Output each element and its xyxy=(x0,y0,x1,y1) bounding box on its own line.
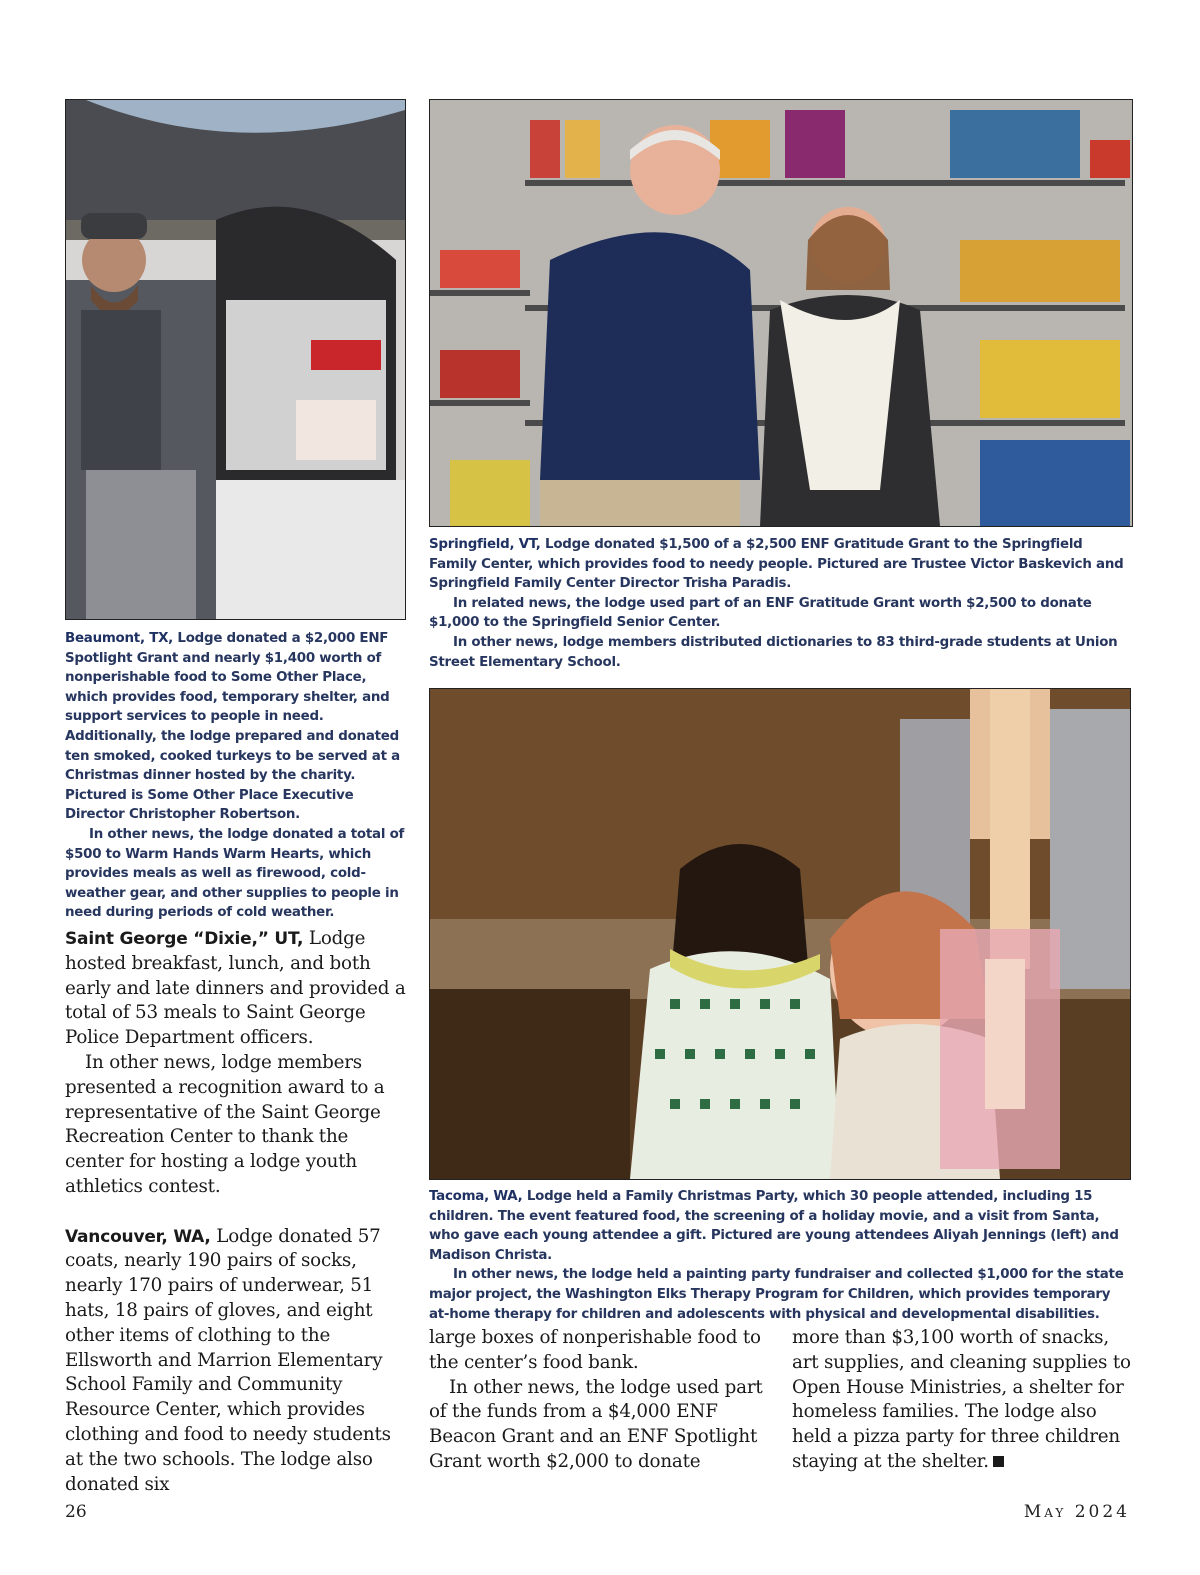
springfield-photo xyxy=(429,99,1133,527)
article-paragraph: In other news, lodge members presented a recognition award to a representative of the Saint George Recreation Center to thank the center for hosting a lodge youth athletics contest. xyxy=(65,1051,385,1197)
issue-date: May 2024 xyxy=(1023,1502,1130,1522)
caption-text: Lodge donated $1,500 of a $2,500 ENF Gratitude Grant to the Springfield Family Center, which provides food to needy people. Pictured are Trustee Victor Baskevich and Springfield Family Center Director Trisha Paradis. xyxy=(429,537,1124,592)
caption-location: Springfield, VT, xyxy=(429,537,541,552)
body-column-1 xyxy=(65,927,407,1497)
article-location: Vancouver, WA, xyxy=(65,1226,211,1247)
caption-paragraph: In other news, the lodge donated a total of $500 to Warm Hands Warm Hearts, which provides meals as well as firewood, cold-weather gear, and other supplies to people in need during periods of cold weather. xyxy=(65,826,405,921)
article-paragraph: In other news, the lodge used part of the funds from a $4,000 ENF Beacon Grant and an ENF Spotlight Grant worth $2,000 to donate xyxy=(429,1376,763,1472)
caption-paragraph: In related news, the lodge used part of an ENF Gratitude Grant worth $2,500 to donate $1,000 to the Springfield Senior Center. xyxy=(429,595,1092,631)
body-column-3 xyxy=(792,1326,1132,1475)
caption-paragraph: In other news, the lodge held a painting party fundraiser and collected $1,000 for the state major project, the Washington Elks Therapy Program for Children, which provides temporary at-home therapy for children and adolescents with physical and developmental disabilities. xyxy=(429,1267,1124,1322)
beaumont-caption xyxy=(65,629,406,923)
article-location: Saint George “Dixie,” UT, xyxy=(65,929,304,949)
beaumont-photo xyxy=(65,99,406,620)
body-column-2 xyxy=(429,1326,769,1475)
article-text: more than $3,100 worth of snacks, art supplies, and cleaning supplies to Open House Ministries, a shelter for homeless families. The lodge also held a pizza party for three children staying at the shelter. xyxy=(792,1327,1131,1472)
springfield-caption xyxy=(429,535,1131,672)
caption-location: Beaumont, TX, xyxy=(65,631,173,646)
caption-text: Lodge held a Family Christmas Party, which 30 people attended, including 15 children. The event featured food, the screening of a holiday movie, and a visit from Santa, who gave each young attendee a gift. Pictured are young attendees Aliyah Jennings (left) and Madison Christa. xyxy=(429,1189,1119,1263)
caption-text: Lodge donated a $2,000 ENF Spotlight Grant and nearly $1,400 worth of nonperishable food to Some Other Place, which provides food, temporary shelter, and support services to people in need. Additionally, the lodge prepared and donated ten smoked, cooked turkeys to be served at a Christmas dinner hosted by the charity. Pictured is Some Other Place Executive Director Christopher Robertson. xyxy=(65,631,400,823)
caption-paragraph: In other news, lodge members distributed dictionaries to 83 third-grade students at Union Street Elementary School. xyxy=(429,634,1118,670)
tacoma-caption xyxy=(429,1187,1131,1324)
article-text: large boxes of nonperishable food to the center’s food bank. xyxy=(429,1327,761,1373)
end-mark-icon xyxy=(993,1456,1004,1467)
article-text: Lodge hosted breakfast, lunch, and both early and late dinners and provided a total of 53 meals to Saint George Police Department officers. xyxy=(65,928,406,1049)
tacoma-photo xyxy=(429,688,1131,1180)
caption-location: Tacoma, WA, xyxy=(429,1189,523,1204)
article-text: Lodge donated 57 coats, nearly 190 pairs of socks, nearly 170 pairs of underwear, 51 hats, 18 pairs of gloves, and eight other items of clothing to the Ellsworth and Marrion Elementary School Family and Community Resource Center, which provides clothing and food to needy students at the two schools. The lodge also donated six xyxy=(65,1225,391,1495)
page-number: 26 xyxy=(65,1502,87,1522)
